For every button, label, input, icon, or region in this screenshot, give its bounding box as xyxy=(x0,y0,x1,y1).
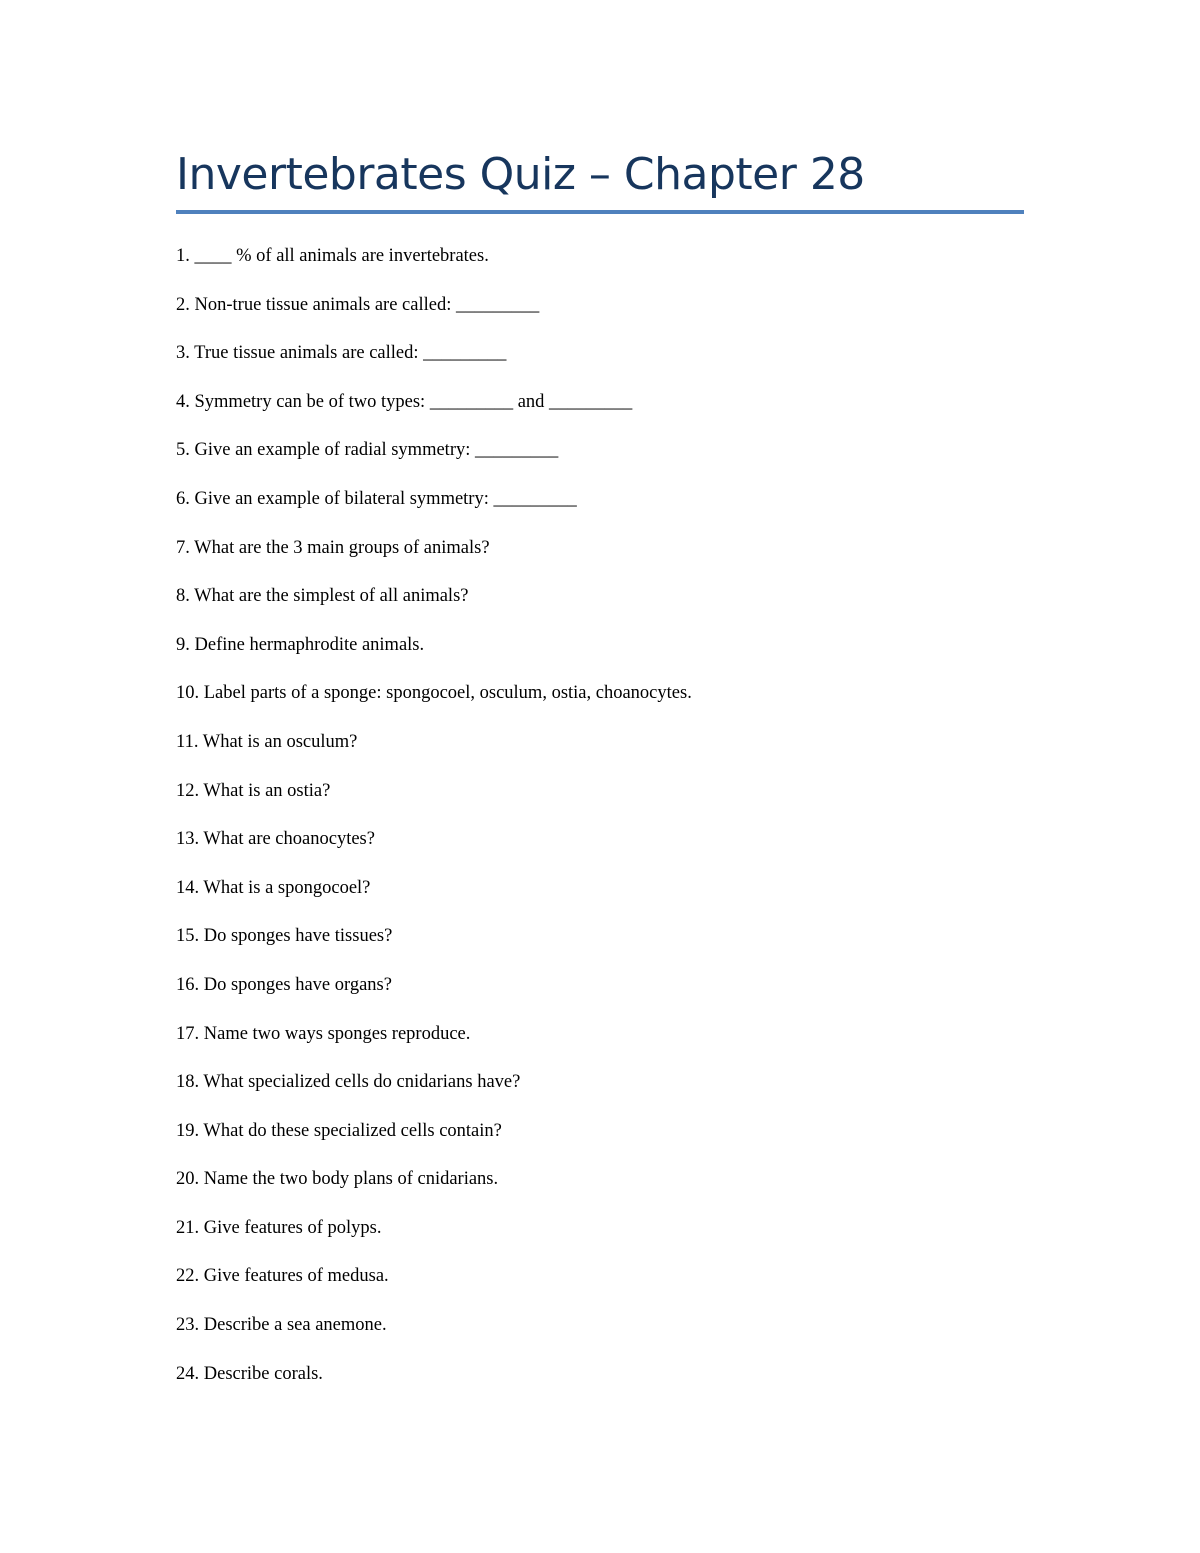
question-item: 18. What specialized cells do cnidarians have? xyxy=(176,1072,521,1093)
question-item: 13. What are choanocytes? xyxy=(176,829,375,850)
question-item: 15. Do sponges have tissues? xyxy=(176,926,393,947)
question-item: 17. Name two ways sponges reproduce. xyxy=(176,1023,471,1044)
question-item: 22. Give features of medusa. xyxy=(176,1266,389,1287)
question-item: 8. What are the simplest of all animals? xyxy=(176,586,469,607)
question-item: 19. What do these specialized cells contain? xyxy=(176,1120,502,1141)
question-item: 14. What is a spongocoel? xyxy=(176,877,371,898)
question-item: 9. Define hermaphrodite animals. xyxy=(176,634,425,655)
question-item: 20. Name the two body plans of cnidarians. xyxy=(176,1169,499,1190)
document-title: Invertebrates Quiz – Chapter 28 xyxy=(176,149,865,200)
question-item: 11. What is an osculum? xyxy=(176,731,358,752)
question-item: 1. ____ % of all animals are invertebrates. xyxy=(176,246,489,266)
question-item: 6. Give an example of bilateral symmetry: _________ xyxy=(176,488,577,509)
question-item: 3. True tissue animals are called: _________ xyxy=(176,343,507,364)
question-item: 4. Symmetry can be of two types: _________ and _________ xyxy=(176,391,633,412)
question-list xyxy=(176,240,1024,1406)
question-item: 12. What is an ostia? xyxy=(176,780,331,801)
question-item: 23. Describe a sea anemone. xyxy=(176,1315,387,1336)
title-underline-divider xyxy=(176,210,1024,214)
question-item: 16. Do sponges have organs? xyxy=(176,974,392,995)
question-item: 7. What are the 3 main groups of animals? xyxy=(176,537,490,558)
question-item: 21. Give features of polyps. xyxy=(176,1217,382,1238)
question-item: 10. Label parts of a sponge: spongocoel, osculum, ostia, choanocytes. xyxy=(176,683,692,704)
question-item: 5. Give an example of radial symmetry: _________ xyxy=(176,440,559,461)
question-item: 24. Describe corals. xyxy=(176,1363,323,1384)
question-item: 2. Non-true tissue animals are called: _________ xyxy=(176,294,540,315)
